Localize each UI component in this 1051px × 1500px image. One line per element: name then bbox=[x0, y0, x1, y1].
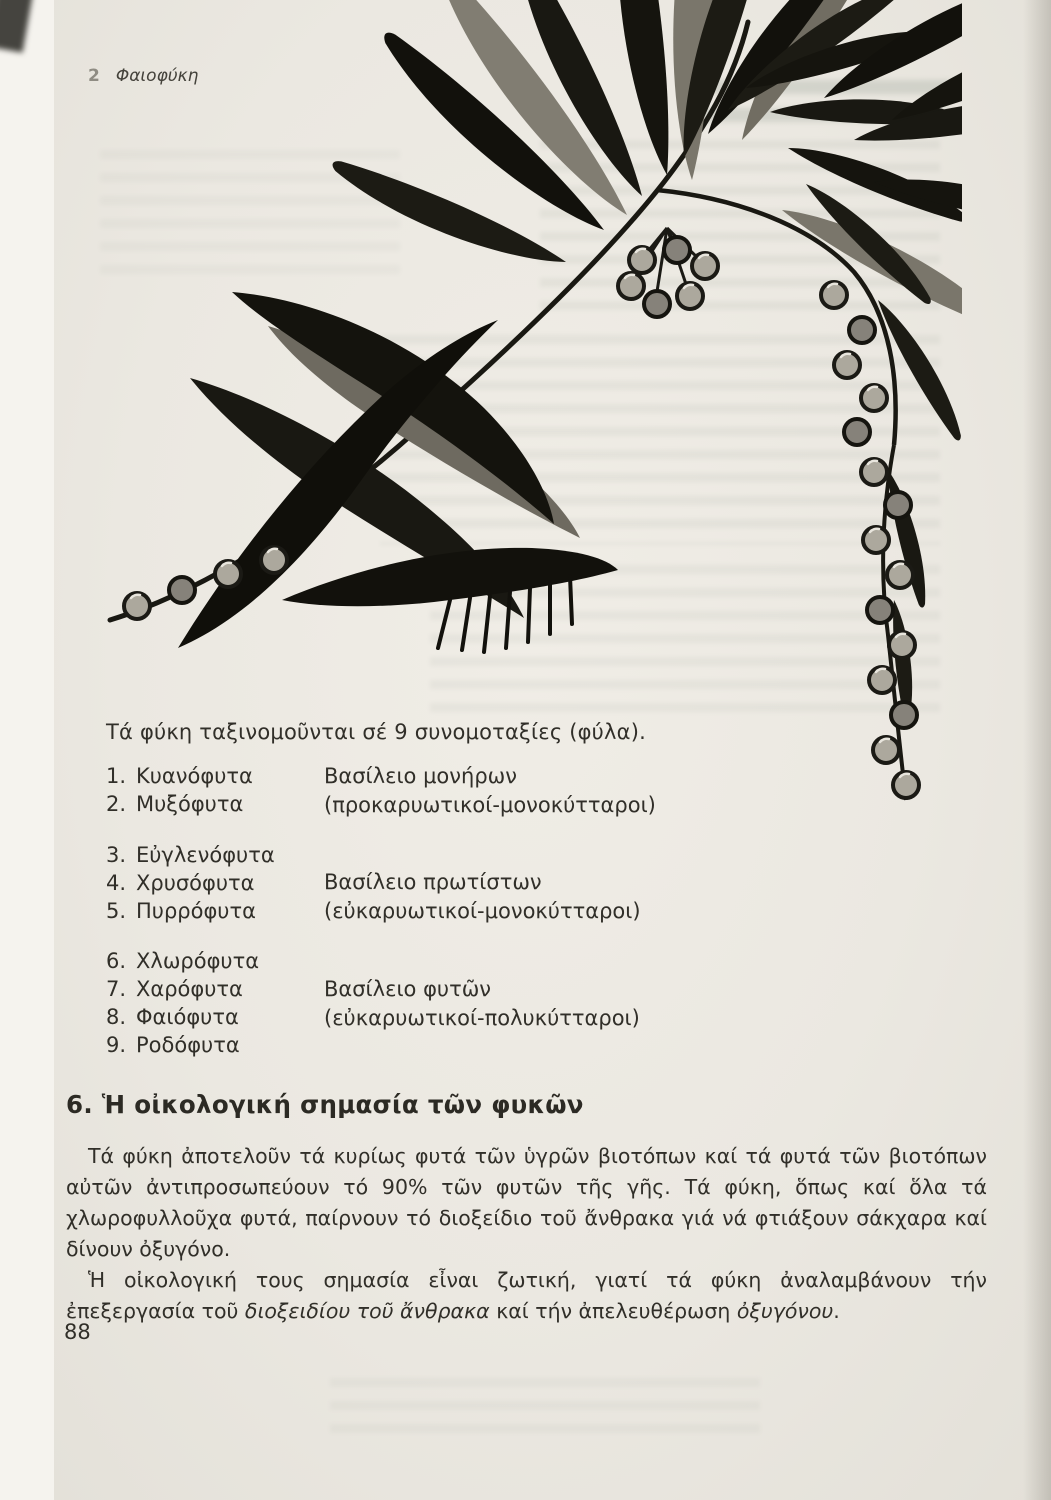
scan-edge-shadow bbox=[1023, 0, 1051, 1500]
paragraph-1: Τά φύκη ἀποτελοῦν τά κυρίως φυτά τῶν ὑγρῶν βιοτόπων καί τά φυτά τῶν βιοτόπων αὐτῶν ἀντιπροσωπεύουν τό 90% τῶν φυτῶν τῆς γῆς. Τά φύκη, ὅπως καί ὅλα τά χλωροφυλλοῦχα φυτά, παίρνουν τό διοξείδιο τοῦ ἄνθρακα γιά νά φτιάξουν σάκχαρα καί δίνουν ὀξυγόνο. bbox=[66, 1144, 987, 1261]
phylum-number: 9. bbox=[106, 1033, 127, 1057]
section-body bbox=[66, 1141, 987, 1327]
phylum-name: Χαρόφυτα bbox=[136, 977, 243, 1001]
phylum-name: Κυανόφυτα bbox=[136, 764, 253, 788]
paragraph-2-italic-term: ὀξυγόνου bbox=[736, 1299, 834, 1323]
page-gutter bbox=[0, 0, 54, 1500]
classification-section bbox=[106, 720, 846, 1059]
classification-groups bbox=[106, 762, 846, 1059]
paragraph-2 bbox=[66, 1265, 987, 1327]
kingdom-label bbox=[324, 868, 641, 926]
phylum-name: Φαιόφυτα bbox=[136, 1005, 239, 1029]
phylum-item bbox=[106, 1031, 324, 1059]
chapter-number: 2 bbox=[88, 66, 100, 86]
kingdom-name: Βασίλειο πρωτίστων bbox=[324, 870, 542, 894]
phylum-number: 4. bbox=[106, 871, 127, 895]
paragraph-2-text: Ἡ οἰκολογική τους σημασία εἶναι ζωτική, γιατί τά φύκη ἀναλαμβάνουν τήν ἐπεξεργασία τοῦ bbox=[66, 1268, 987, 1323]
phylum-number: 1. bbox=[106, 764, 127, 788]
phylum-name: Χλωρόφυτα bbox=[136, 949, 260, 973]
phylum-item bbox=[106, 897, 324, 925]
kingdom-name: Βασίλειο μονήρων bbox=[324, 764, 517, 788]
chapter-title: Φαιοφύκη bbox=[115, 66, 199, 86]
page-number: 88 bbox=[64, 1320, 91, 1344]
phylum-number: 7. bbox=[106, 977, 127, 1001]
classification-group-monera bbox=[106, 762, 846, 820]
bleedthrough-ghost bbox=[330, 1378, 760, 1440]
classification-intro: Τά φύκη ταξινομοῦνται σέ 9 συνομοταξίες (φύλα). bbox=[106, 720, 646, 744]
phylum-number: 8. bbox=[106, 1005, 127, 1029]
phylum-name: Χρυσόφυτα bbox=[136, 871, 255, 895]
kingdom-detail: (εὐκαρυωτικοί-πολυκύτταροι) bbox=[324, 1006, 640, 1030]
kingdom-name: Βασίλειο φυτῶν bbox=[324, 977, 492, 1001]
phylum-name: Ροδόφυτα bbox=[136, 1033, 240, 1057]
phyla-list bbox=[106, 762, 324, 818]
phylum-number: 2. bbox=[106, 792, 127, 816]
phylum-name: Μυξόφυτα bbox=[136, 792, 244, 816]
phylum-name: Εὐγλενόφυτα bbox=[136, 843, 275, 867]
brown-algae-illustration bbox=[82, 0, 962, 810]
section-heading: 6. Ἡ οἰκολογική σημασία τῶν φυκῶν bbox=[66, 1090, 584, 1119]
phylum-item bbox=[106, 841, 324, 869]
kingdom-detail: (εὐκαρυωτικοί-μονοκύτταροι) bbox=[324, 899, 641, 923]
phylum-item bbox=[106, 947, 324, 975]
running-header bbox=[88, 66, 198, 86]
phylum-item bbox=[106, 869, 324, 897]
phyla-list bbox=[106, 841, 324, 925]
classification-group-protista bbox=[106, 841, 846, 926]
paragraph-2-italic-term: διοξειδίου τοῦ ἄνθρακα bbox=[244, 1299, 490, 1323]
phylum-item bbox=[106, 1003, 324, 1031]
paragraph-2-text: καί τήν ἀπελευθέρωση bbox=[489, 1299, 737, 1323]
phylum-number: 5. bbox=[106, 899, 127, 923]
phylum-item bbox=[106, 975, 324, 1003]
paragraph-2-text: . bbox=[833, 1299, 840, 1323]
phylum-number: 3. bbox=[106, 843, 127, 867]
phylum-item bbox=[106, 790, 324, 818]
phyla-list bbox=[106, 947, 324, 1059]
phylum-item bbox=[106, 762, 324, 790]
kingdom-label bbox=[324, 762, 656, 820]
phylum-number: 6. bbox=[106, 949, 127, 973]
phylum-name: Πυρρόφυτα bbox=[136, 899, 256, 923]
kingdom-detail: (προκαρυωτικοί-μονοκύτταροι) bbox=[324, 793, 656, 817]
kingdom-label bbox=[324, 975, 640, 1033]
classification-group-plantae bbox=[106, 947, 846, 1059]
